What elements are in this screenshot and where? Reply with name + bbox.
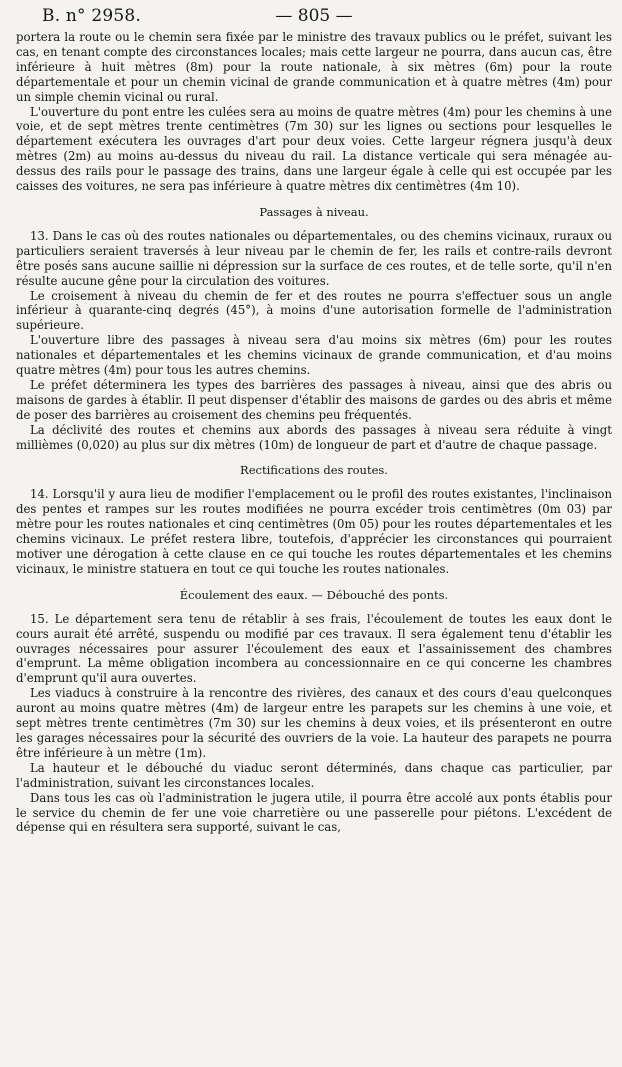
section-heading: Écoulement des eaux. — Débouché des ponts. <box>179 587 449 602</box>
paragraph: La hauteur et le débouché du viaduc seront déterminés, dans chaque cas particulier, par l'administration, suivant les circonstances locales. <box>16 760 612 790</box>
article-14: 14. Lorsqu'il y aura lieu de modifier l'emplacement ou le profil des routes existantes, l'inclinaison des pentes et rampes sur les routes modifiées ne pourra excéder trois centimètres (0m 03) par mètre pour les routes nationales et cinq centimètres (0m 05) pour les routes départementales et les chemins vicinaux. Le préfet restera libre, toutefois, d'apprécier les circonstances qui pourraient motiver une dérogation à cette clause en ce qui touche les routes départementales et les chemins vicinaux, le ministre statuera en tout ce qui touche les routes nationales. <box>16 487 612 576</box>
paragraph: Le croisement à niveau du chemin de fer et des routes ne pourra s'effectuer sous un angle inférieur à quarante-cinq degrés (45°), à moins d'une autorisation formelle de l'administration supérieure. <box>16 288 612 333</box>
article-15: 15. Le département sera tenu de rétablir à ses frais, l'écoulement de toutes les eaux dont le cours aurait été arrêté, suspendu ou modifié par ces travaux. Il sera également tenu d'établir les ouvrages nécessaires pour assurer l'écoulement des eaux et l'assainissement des chambres d'emprunt. La même obligation incombera au concessionnaire en ce qui concerne les chambres d'emprunt qu'il aura ouvertes. <box>16 611 612 686</box>
page-header <box>16 4 612 30</box>
article-13: 13. Dans le cas où des routes nationales ou départementales, ou des chemins vicinaux, ruraux ou particuliers seraient traversés à leur niveau par le chemin de fer, les rails et contre-rails devront être posés sans aucune saillie ni dépression sur la surface de ces routes, et de telle sorte, qu'il n'en résulte aucune gêne pour la circulation des voitures. <box>16 228 612 288</box>
paragraph: Dans tous les cas où l'administration le jugera utile, il pourra être accolé aux ponts établis pour le service du chemin de fer une voie charretière ou une passerelle pour piétons. L'excédent de dépense qui en résultera sera supporté, suivant le cas, <box>16 790 612 835</box>
page-number: — 805 — <box>275 6 353 26</box>
paragraph: Le préfet déterminera les types des barrières des passages à niveau, ainsi que des abris ou maisons de gardes à établir. Il peut dispenser d'établir des maisons de gardes ou des abris et même de poser des barrières au croisement des chemins peu fréquentés. <box>16 377 612 422</box>
paragraph-continuation: portera la route ou le chemin sera fixée par le ministre des travaux publics ou le préfet, suivant les cas, en tenant compte des circonstances locales; mais cette largeur ne pourra, dans aucun cas, être inférieure à huit mètres (8m) pour la route nationale, à six mètres (6m) pour la route départementale et pour un chemin vicinal de grande communication et à quatre mètres (4m) pour un simple chemin vicinal ou rural. <box>16 30 612 104</box>
section-heading: Passages à niveau. <box>259 204 369 219</box>
bulletin-number: B. n° 2958. <box>42 6 142 26</box>
section-heading: Rectifications des routes. <box>240 463 388 478</box>
paragraph: Les viaducs à construire à la rencontre des rivières, des canaux et des cours d'eau quelconques auront au moins quatre mètres (4m) de largeur entre les parapets sur les chemins à une voie, et sept mètres trente centimètres (7m 30) sur les chemins à deux voies, et ils présenteront en outre les garages nécessaires pour la sécurité des ouvriers de la voie. La hauteur des parapets ne pourra être inférieure à un mètre (1m). <box>16 686 612 760</box>
document-body <box>16 30 612 835</box>
paragraph: L'ouverture du pont entre les culées sera au moins de quatre mètres (4m) pour les chemins à une voie, et de sept mètres trente centimètres (7m 30) sur les lignes ou sections pour lesquelles le département exécutera les ouvrages d'art pour deux voies. Cette largeur régnera jusqu'à deux mètres (2m) au moins au-dessus du niveau du rail. La distance verticale qui sera ménagée au-dessus des rails pour le passage des trains, dans une largeur égale à celle qui est occupée par les caisses des voitures, ne sera pas inférieure à quatre mètres dix centimètres (4m 10). <box>16 104 612 194</box>
paragraph: La déclivité des routes et chemins aux abords des passages à niveau sera réduite à vingt millièmes (0,020) au plus sur dix mètres (10m) de longueur de part et d'autre de chaque passage. <box>16 422 612 452</box>
paragraph: L'ouverture libre des passages à niveau sera d'au moins six mètres (6m) pour les routes nationales et départementales et les chemins vicinaux de grande communication, et d'au moins quatre mètres (4m) pour tous les autres chemins. <box>16 333 612 378</box>
